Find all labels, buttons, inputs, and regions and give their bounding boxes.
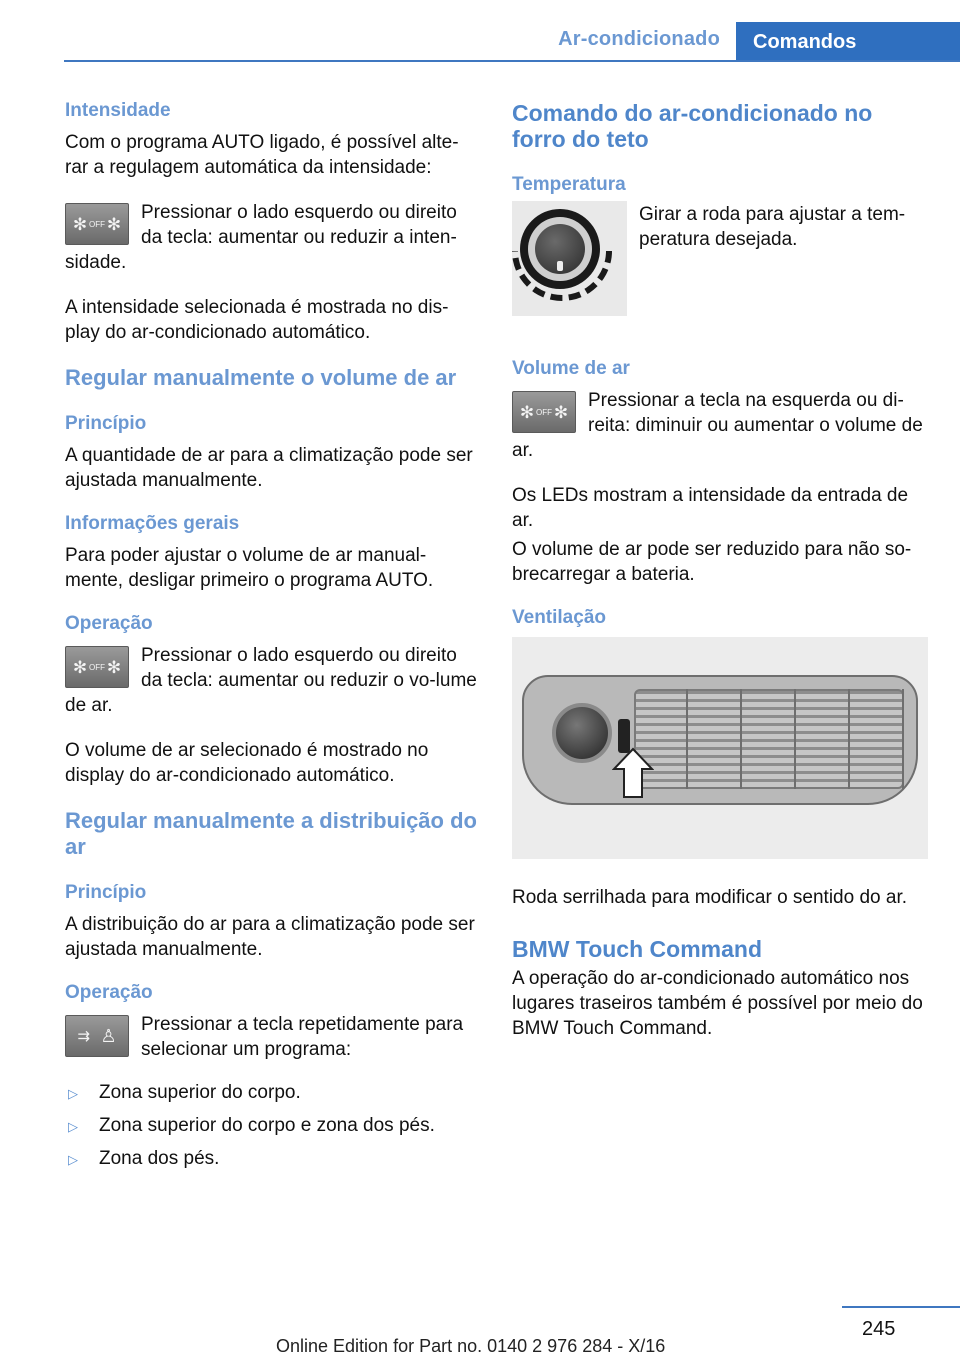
bmw-touch-command-heading: BMW Touch Command (512, 936, 762, 962)
left-column (65, 100, 477, 1179)
intensidade-instruction-text: Pressionar o lado esquerdo ou direito da tecla: aumentar ou reduzir a inten-sidade. (65, 202, 457, 273)
temperatura-heading: Temperatura (512, 174, 626, 195)
volume-principio-heading: Princípio (65, 413, 147, 434)
triangle-bullet-icon: ▷ (68, 1086, 78, 1101)
bateria-text: O volume de ar pode ser reduzido para não so-brecarregar a bateria. (512, 539, 912, 585)
intensidade-fan-instruction (65, 200, 477, 295)
triangle-bullet-icon: ▷ (68, 1119, 78, 1134)
volume-ar-instruction (512, 388, 930, 483)
volume-fan-instruction (65, 643, 477, 738)
distribuicao-heading: Regular manualmente a distribuição do ar (65, 808, 477, 859)
header-section-title: Ar-condicionado (558, 28, 720, 50)
roof-control-heading: Comando do ar-condicionado no forro do teto (512, 100, 873, 152)
leds-text: Os LEDs mostram a intensidade da entrada de ar. (512, 485, 909, 531)
volume-operacao-heading: Operação (65, 613, 153, 634)
temperatura-instruction (512, 198, 930, 316)
fan-off-button-icon: ✻ OFF ✻ (65, 646, 129, 688)
list-item: ▷ Zona superior do corpo. (65, 1080, 477, 1105)
volume-display-text: O volume de ar selecionado é mostrado no display do ar-condicionado automático. (65, 740, 429, 786)
intensidade-display-text: A intensidade selecionada é mostrada no dis-play do ar-condicionado automático. (65, 297, 449, 343)
intensidade-heading: Intensidade (65, 100, 171, 121)
list-item: ▷ Zona superior do corpo e zona dos pés. (65, 1113, 477, 1138)
distribuicao-operacao-text: Pressionar a tecla repetidamente para selecionar um programa: (141, 1014, 464, 1060)
distribuicao-program-list (65, 1080, 477, 1171)
header-tab-active[interactable]: Comandos (736, 22, 960, 62)
triangle-bullet-icon: ▷ (68, 1152, 78, 1167)
volume-operacao-text: Pressionar o lado esquerdo ou direito da tecla: aumentar ou reduzir o vo-lume de ar. (65, 645, 477, 716)
footer-rule (842, 1306, 960, 1308)
edition-footer: Online Edition for Part no. 0140 2 976 284 - X/16 (276, 1336, 666, 1356)
intensidade-intro: Com o programa AUTO ligado, é possível alte-rar a regulagem automática da intensidade: (65, 132, 459, 178)
bmw-touch-command-text: A operação do ar-condicionado automático nos lugares traseiros também é possível por meio do BMW Touch Command. (512, 968, 923, 1039)
distribuicao-operacao-heading: Operação (65, 982, 153, 1003)
volume-ar-text: Pressionar a tecla na esquerda ou di-reita: diminuir ou aumentar o volume de ar. (512, 390, 923, 461)
fan-off-button-icon: ✻ OFF ✻ (65, 203, 129, 245)
air-distribution-button-icon: ⇉ ♙ (65, 1015, 129, 1057)
distribuicao-instruction (65, 1012, 477, 1082)
ventilacao-heading: Ventilação (512, 607, 606, 628)
roof-vent-image (512, 637, 928, 859)
fan-off-button-icon: ✻ OFF ✻ (512, 391, 576, 433)
page-number: 245 (862, 1318, 896, 1340)
volume-info-text: Para poder ajustar o volume de ar manual-mente, desligar primeiro o programa AUTO. (65, 545, 434, 591)
page-header (0, 0, 960, 62)
arrow-up-icon (612, 747, 654, 799)
temperature-knob-image (512, 201, 627, 316)
header-rule (64, 60, 960, 62)
list-item: ▷ Zona dos pés. (65, 1146, 477, 1171)
temperatura-text: Girar a roda para ajustar a tem-peratura desejada. (639, 204, 906, 250)
volume-info-heading: Informações gerais (65, 513, 240, 534)
ventilacao-caption: Roda serrilhada para modificar o sentido do ar. (512, 887, 908, 908)
volume-ar-heading: Volume de ar (512, 358, 630, 379)
volume-principio-text: A quantidade de ar para a climatização pode ser ajustada manualmente. (65, 445, 473, 491)
distribuicao-principio-text: A distribuição do ar para a climatização pode ser ajustada manualmente. (65, 914, 475, 960)
right-column (512, 100, 930, 1061)
volume-manual-heading: Regular manualmente o volume de ar (65, 365, 457, 390)
distribuicao-principio-heading: Princípio (65, 882, 147, 903)
